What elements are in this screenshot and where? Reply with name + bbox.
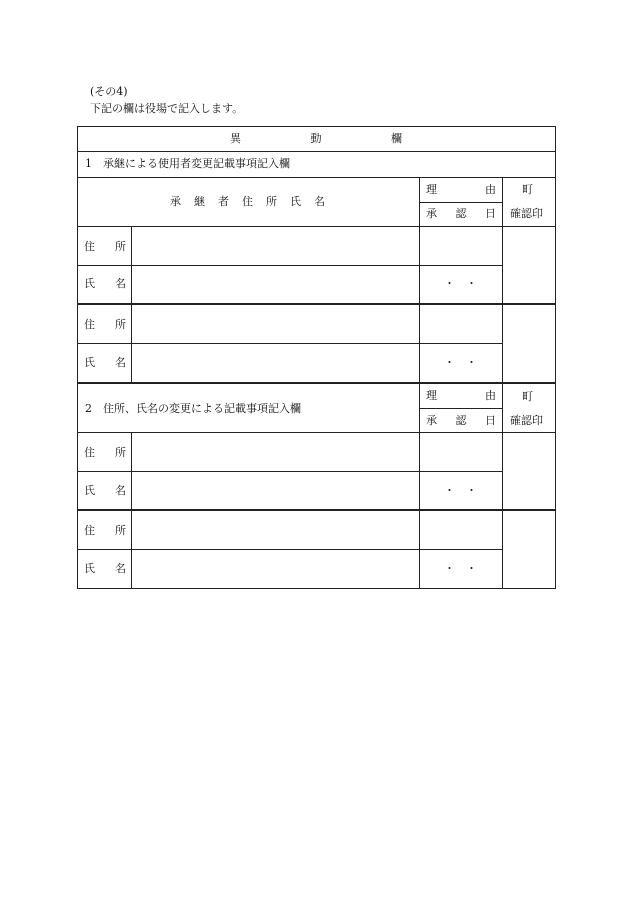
date-dots: ・ ・ bbox=[444, 562, 477, 575]
label-char: 所 bbox=[266, 195, 277, 208]
divider bbox=[419, 408, 503, 409]
title-char: 欄 bbox=[391, 132, 402, 145]
label-char: 住 bbox=[242, 195, 253, 208]
label-char: 由 bbox=[485, 389, 496, 402]
label-char: 承 bbox=[426, 207, 437, 220]
divider bbox=[77, 471, 503, 472]
entry-divider bbox=[77, 303, 556, 305]
table-border-left bbox=[77, 126, 78, 589]
label-char: 者 bbox=[218, 195, 229, 208]
divider bbox=[419, 202, 503, 203]
label-char: 所 bbox=[115, 524, 126, 537]
approval-date-label bbox=[426, 207, 496, 221]
label-char: 理 bbox=[426, 183, 437, 196]
section1-heading: 1 承継による使用者変更記載事項記入欄 bbox=[85, 157, 290, 170]
label-char: 日 bbox=[485, 207, 496, 220]
table-border-right bbox=[555, 126, 556, 589]
label-char: 名 bbox=[115, 356, 126, 369]
label-char: 継 bbox=[194, 195, 205, 208]
label-char: 氏 bbox=[84, 484, 95, 497]
label-char: 理 bbox=[426, 389, 437, 402]
divider bbox=[77, 177, 556, 178]
label-char: 名 bbox=[115, 277, 126, 290]
label-char: 由 bbox=[485, 183, 496, 196]
approval-date-label bbox=[426, 414, 496, 428]
date-dots: ・ ・ bbox=[444, 277, 477, 290]
divider bbox=[77, 343, 503, 344]
divider bbox=[502, 177, 503, 383]
address-label bbox=[84, 524, 126, 538]
date-dots: ・ ・ bbox=[444, 356, 477, 369]
label-char: 名 bbox=[115, 484, 126, 497]
town-label: 町 bbox=[522, 183, 533, 196]
label-char: 認 bbox=[455, 207, 467, 220]
divider bbox=[77, 226, 556, 227]
divider bbox=[77, 549, 503, 550]
label-char: 名 bbox=[314, 195, 325, 208]
label-char: 承 bbox=[170, 195, 181, 208]
label-char: 住 bbox=[84, 318, 95, 331]
address-label bbox=[84, 446, 126, 460]
title-char: 異 bbox=[230, 132, 241, 145]
table-border-top bbox=[77, 126, 556, 127]
label-char: 名 bbox=[115, 562, 126, 575]
label-char: 認 bbox=[455, 414, 467, 427]
label-char: 承 bbox=[426, 414, 437, 427]
seal-label: 確認印 bbox=[510, 414, 543, 427]
name-label bbox=[84, 356, 126, 370]
label-char: 所 bbox=[115, 318, 126, 331]
label-char: 所 bbox=[115, 446, 126, 459]
label-char: 住 bbox=[84, 446, 95, 459]
address-label bbox=[84, 318, 126, 332]
label-char: 氏 bbox=[84, 562, 95, 575]
title-char: 動 bbox=[310, 132, 322, 145]
town-label: 町 bbox=[522, 390, 533, 403]
name-label bbox=[84, 562, 126, 576]
reason-label bbox=[426, 183, 496, 197]
label-char: 氏 bbox=[290, 195, 301, 208]
section-divider bbox=[77, 382, 556, 384]
office-use-note: 下記の欄は役場で記入します。 bbox=[90, 102, 244, 115]
seal-label: 確認印 bbox=[510, 207, 543, 220]
name-label bbox=[84, 277, 126, 291]
date-dots: ・ ・ bbox=[444, 484, 477, 497]
table-title bbox=[230, 132, 402, 146]
label-char: 住 bbox=[84, 524, 95, 537]
reason-label bbox=[426, 389, 496, 403]
section2-heading: 2 住所、氏名の変更による記載事項記入欄 bbox=[85, 402, 301, 415]
divider bbox=[419, 177, 420, 383]
label-char: 所 bbox=[115, 240, 126, 253]
address-label bbox=[84, 240, 126, 254]
name-label bbox=[84, 484, 126, 498]
label-char: 住 bbox=[84, 240, 95, 253]
divider bbox=[419, 383, 420, 589]
label-char: 氏 bbox=[84, 277, 95, 290]
divider bbox=[77, 265, 503, 266]
divider bbox=[77, 151, 556, 152]
divider bbox=[502, 383, 503, 589]
page-number: (その4) bbox=[90, 85, 128, 98]
table-border-bottom bbox=[77, 588, 556, 589]
label-char: 日 bbox=[485, 414, 496, 427]
successor-label bbox=[170, 195, 325, 209]
divider bbox=[77, 432, 556, 433]
entry-divider bbox=[77, 509, 556, 511]
label-char: 氏 bbox=[84, 356, 95, 369]
